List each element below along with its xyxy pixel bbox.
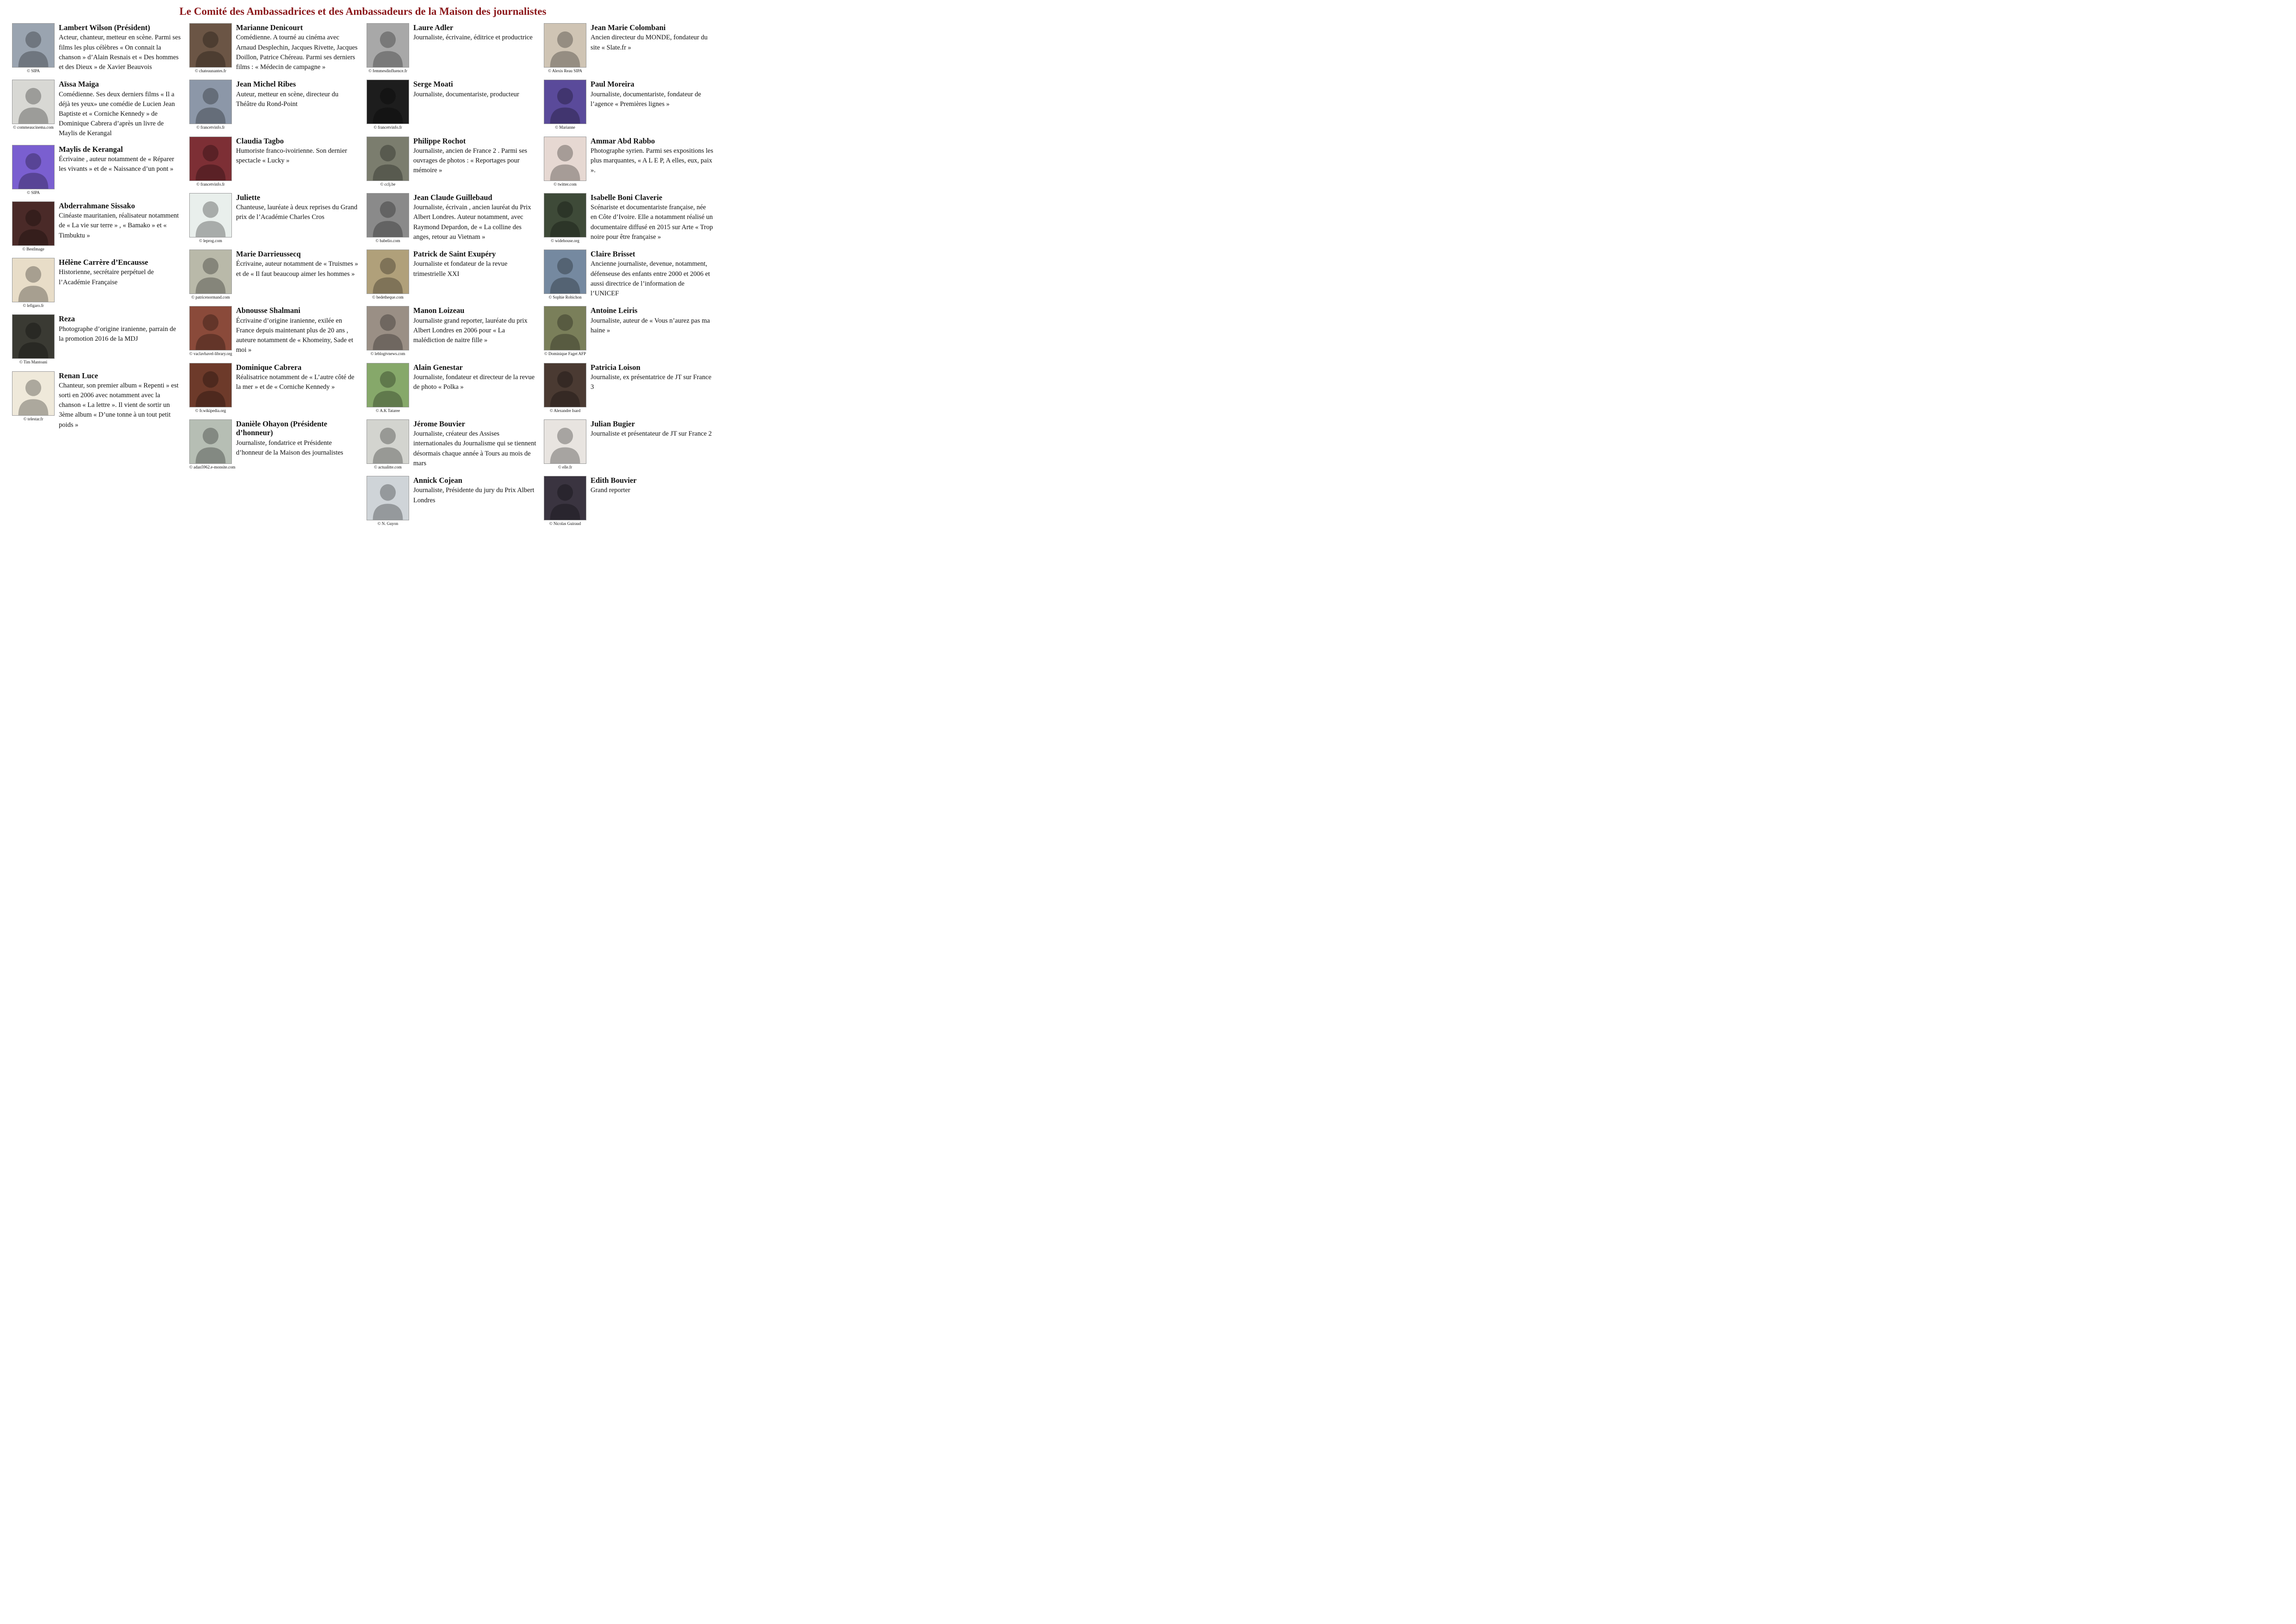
photo-credit: © commeaucinema.com — [13, 125, 54, 130]
person-entry — [367, 476, 536, 526]
photo-credit: © SIPA — [27, 190, 40, 195]
person-entry — [189, 419, 359, 470]
person-entry — [12, 23, 182, 74]
text-column — [413, 363, 536, 413]
person-silhouette-icon — [544, 306, 586, 350]
photo-credit: © lefigaro.fr — [23, 303, 44, 308]
portrait-photo — [12, 201, 55, 246]
photo-column — [12, 80, 55, 138]
photo-credit: © N. Guyon — [377, 521, 398, 526]
column-2 — [189, 23, 359, 532]
photo-credit: © BestImage — [22, 246, 44, 251]
portrait-photo — [544, 137, 586, 181]
person-entry — [367, 250, 536, 300]
photo-column — [12, 201, 55, 252]
person-name: Philippe Rochot — [413, 136, 466, 145]
person-entry — [189, 306, 359, 356]
person-silhouette-icon — [367, 194, 409, 237]
person-description: Écrivaine , auteur notamment de « Réparer les vivants » et de « Naissance d’un pont » — [59, 155, 174, 173]
photo-column — [189, 193, 232, 244]
person-entry — [12, 258, 182, 308]
person-silhouette-icon — [190, 420, 231, 463]
person-description: Journaliste, Présidente du jury du Prix Albert Londres — [413, 487, 535, 504]
person-description: Chanteuse, lauréate à deux reprises du Grand prix de l’Académie Charles Cros — [236, 204, 358, 221]
portrait-photo — [12, 145, 55, 189]
text-column — [591, 419, 714, 470]
person-silhouette-icon — [190, 24, 231, 67]
text-column — [59, 80, 182, 138]
person-name: Claudia Tagbo — [236, 136, 284, 145]
person-name: Juliette — [236, 193, 261, 202]
photo-column — [544, 363, 586, 413]
person-silhouette-icon — [367, 420, 409, 463]
photo-credit: © A.K Tataree — [375, 408, 400, 413]
person-silhouette-icon — [190, 363, 231, 407]
photo-credit: © cclj.be — [380, 181, 396, 187]
person-description: Humoriste franco-ivoirienne. Son dernier spectacle « Lucky » — [236, 147, 347, 165]
portrait-photo — [12, 23, 55, 68]
portrait-photo — [544, 193, 586, 237]
text-column — [59, 201, 182, 252]
portrait-photo — [12, 371, 55, 416]
portrait-photo — [189, 250, 232, 294]
person-description: Photographe syrien. Parmi ses expositions les plus marquantes, « A L E P, A elles, eux, paix ». — [591, 147, 714, 175]
photo-credit: © elle.fr — [558, 464, 572, 469]
photo-column — [367, 137, 409, 187]
portrait-photo — [189, 80, 232, 124]
person-name: Danièle Ohayon (Présidente d’honneur) — [236, 419, 328, 437]
person-description: Journaliste et présentateur de JT sur France 2 — [591, 430, 712, 438]
person-description: Historienne, secrétaire perpétuel de l’Académie Française — [59, 269, 154, 286]
portrait-photo — [544, 476, 586, 520]
person-entry — [189, 80, 359, 130]
person-name: Lambert Wilson (Président) — [59, 23, 150, 32]
photo-column — [544, 80, 586, 130]
columns-container — [0, 21, 726, 541]
person-entry — [367, 363, 536, 413]
photo-credit: © Tim Mantoani — [19, 360, 48, 365]
photo-credit: © widehouse.org — [551, 238, 579, 243]
person-description: Réalisatrice notamment de « L’autre côté de la mer » et de « Corniche Kennedy » — [236, 373, 355, 391]
text-column — [236, 419, 359, 470]
photo-credit: © Sophie Robichon — [548, 295, 582, 300]
portrait-photo — [189, 137, 232, 181]
person-entry — [367, 137, 536, 187]
photo-column — [189, 250, 232, 300]
text-column — [236, 137, 359, 187]
person-silhouette-icon — [12, 315, 54, 358]
person-entry — [189, 193, 359, 244]
person-name: Maylis de Kerangal — [59, 144, 123, 154]
person-silhouette-icon — [190, 306, 231, 350]
photo-column — [367, 306, 409, 356]
person-description: Écrivaine, auteur notamment de « Truismes » et de « Il faut beaucoup aimer les hommes » — [236, 260, 358, 278]
person-name: Aïssa Maiga — [59, 80, 99, 89]
person-silhouette-icon — [367, 250, 409, 294]
photo-column — [544, 193, 586, 244]
text-column — [591, 363, 714, 413]
person-name: Abnousse Shalmani — [236, 306, 300, 315]
portrait-photo — [544, 250, 586, 294]
person-description: Journaliste, auteur de « Vous n’aurez pas ma haine » — [591, 317, 710, 334]
page-title: Le Comité des Ambassadrices et des Ambassadeurs de la Maison des journalistes — [179, 6, 547, 17]
photo-credit: © twitter.com — [554, 181, 577, 187]
person-name: Antoine Leiris — [591, 306, 638, 315]
text-column — [413, 23, 536, 74]
photo-column — [12, 23, 55, 74]
person-description: Acteur, chanteur, metteur en scène. Parmi ses films les plus célèbres « On connait la chanson » d’Alain Resnais et « Des hommes et des Dieux » de Xavier Beauvois — [59, 34, 181, 71]
person-silhouette-icon — [190, 194, 231, 237]
column-4 — [544, 23, 714, 532]
person-entry — [367, 80, 536, 130]
person-name: Patricia Loison — [591, 362, 641, 372]
text-column — [591, 80, 714, 130]
text-column — [236, 250, 359, 300]
portrait-photo — [544, 80, 586, 124]
person-name: Manon Loizeau — [413, 306, 465, 315]
person-name: Jean Michel Ribes — [236, 80, 296, 89]
person-name: Renan Luce — [59, 371, 98, 380]
text-column — [59, 23, 182, 74]
photo-column — [12, 371, 55, 430]
person-entry — [544, 363, 714, 413]
person-name: Reza — [59, 314, 75, 324]
person-name: Paul Moreira — [591, 80, 635, 89]
person-entry — [189, 363, 359, 413]
photo-column — [189, 80, 232, 130]
person-name: Julian Bugier — [591, 419, 635, 428]
person-silhouette-icon — [544, 363, 586, 407]
photo-credit: © vaclavhavel-library.org — [189, 351, 232, 356]
photo-credit: © SIPA — [27, 69, 40, 73]
person-silhouette-icon — [544, 24, 586, 67]
person-entry — [544, 476, 714, 526]
person-description: Journaliste, fondatrice et Présidente d’honneur de la Maison des journalistes — [236, 439, 343, 456]
text-column — [413, 250, 536, 300]
text-column — [591, 137, 714, 187]
text-column — [236, 23, 359, 74]
photo-credit: © bedetheque.com — [372, 295, 404, 300]
person-silhouette-icon — [367, 476, 409, 520]
person-silhouette-icon — [544, 194, 586, 237]
person-description: Chanteur, son premier album « Repenti » est sorti en 2006 avec notamment avec la chanson « La lettre ». Il vient de sortir un 3ème album « D’une tonne à un tout petit poids » — [59, 381, 179, 429]
person-description: Comédienne. Ses deux derniers films « Il a déjà tes yeux» une comédie de Lucien Jean Baptiste et « Corniche Kennedy » de Dominique Cabrera d’après un livre de Maylis de Kerangal — [59, 90, 175, 137]
text-column — [236, 80, 359, 130]
portrait-photo — [544, 306, 586, 350]
photo-column — [189, 23, 232, 74]
person-name: Jean Claude Guillebaud — [413, 193, 492, 202]
person-silhouette-icon — [12, 258, 54, 302]
photo-column — [367, 193, 409, 244]
person-silhouette-icon — [544, 476, 586, 520]
photo-credit: © Dominique Faget AFP — [544, 351, 586, 356]
person-name: Isabelle Boni Claverie — [591, 193, 662, 202]
person-entry — [189, 137, 359, 187]
person-silhouette-icon — [12, 80, 54, 124]
text-column — [413, 306, 536, 356]
photo-column — [189, 306, 232, 356]
person-description: Journaliste, documentariste, fondateur de l’agence « Premières lignes » — [591, 90, 701, 108]
person-name: Marie Darrieussecq — [236, 250, 301, 258]
photo-credit: © Alexandre Isard — [549, 408, 581, 413]
photo-credit: © actualitte.com — [374, 464, 402, 469]
photo-column — [367, 80, 409, 130]
person-entry — [544, 193, 714, 244]
person-silhouette-icon — [367, 137, 409, 181]
person-entry — [544, 250, 714, 300]
photo-credit: © francetvinfo.fr — [373, 125, 402, 130]
person-description: Cinéaste mauritanien, réalisateur notamment de « La vie sur terre » , « Bamako » et « Timbuktu » — [59, 212, 179, 239]
person-entry — [12, 201, 182, 252]
person-description: Journaliste, fondateur et directeur de la revue de photo « Polka » — [413, 373, 535, 391]
photo-credit: © francetvinfo.fr — [196, 125, 225, 130]
person-name: Serge Moati — [413, 80, 453, 89]
page — [0, 0, 726, 541]
photo-column — [544, 476, 586, 526]
person-silhouette-icon — [544, 420, 586, 463]
text-column — [236, 193, 359, 244]
photo-column — [189, 137, 232, 187]
text-column — [413, 419, 536, 470]
person-silhouette-icon — [12, 372, 54, 415]
person-name: Jérome Bouvier — [413, 419, 465, 428]
person-silhouette-icon — [190, 137, 231, 181]
person-silhouette-icon — [367, 363, 409, 407]
text-column — [59, 314, 182, 365]
person-description: Scénariste et documentariste française, née en Côte d’Ivoire. Elle a notamment réalisé un documentaire diffusé en 2015 sur Arte « Trop noire pour être française » — [591, 204, 713, 241]
person-description: Photographe d’origine iranienne, parrain de la promotion 2016 de la MDJ — [59, 325, 176, 343]
person-name: Ammar Abd Rabbo — [591, 136, 655, 145]
person-description: Journaliste, écrivain , ancien lauréat du Prix Albert Londres. Auteur notamment, avec Raymond Depardon, de « La colline des anges, retour au Vietnam » — [413, 204, 531, 241]
portrait-photo — [367, 306, 409, 350]
photo-credit: © adan5962.e-monsite.com — [189, 464, 236, 469]
portrait-photo — [12, 314, 55, 359]
photo-credit: © babelio.com — [375, 238, 400, 243]
text-column — [413, 80, 536, 130]
text-column — [413, 193, 536, 244]
person-silhouette-icon — [367, 24, 409, 67]
photo-credit: © femmesdinfluence.fr — [368, 69, 407, 73]
person-silhouette-icon — [544, 250, 586, 294]
person-entry — [367, 419, 536, 470]
portrait-photo — [189, 419, 232, 464]
text-column — [591, 250, 714, 300]
person-description: Journaliste, écrivaine, éditrice et productrice — [413, 34, 533, 42]
person-name: Edith Bouvier — [591, 476, 637, 485]
person-silhouette-icon — [12, 145, 54, 189]
person-description: Journaliste, créateur des Assises internationales du Journalisme qui se tiennent désormais chaque année à Tours au mois de mars — [413, 430, 536, 467]
person-entry — [189, 250, 359, 300]
person-entry — [12, 371, 182, 430]
text-column — [59, 371, 182, 430]
portrait-photo — [367, 363, 409, 407]
photo-credit: © francetvinfo.fr — [196, 181, 225, 187]
person-entry — [544, 137, 714, 187]
photo-column — [544, 306, 586, 356]
photo-credit: © chateaunantes.fr — [195, 69, 226, 73]
text-column — [591, 193, 714, 244]
text-column — [59, 145, 182, 195]
photo-column — [189, 363, 232, 413]
portrait-photo — [189, 363, 232, 407]
person-name: Claire Brisset — [591, 250, 635, 258]
portrait-photo — [12, 80, 55, 124]
text-column — [591, 476, 714, 526]
portrait-photo — [367, 476, 409, 520]
photo-column — [544, 137, 586, 187]
person-name: Jean Marie Colombani — [591, 23, 666, 32]
person-description: Comédienne. A tourné au cinéma avec Arnaud Desplechin, Jacques Rivette, Jacques Doillon, Patrice Chéreau. Parmi ses derniers films : « Médecin de campagne » — [236, 34, 358, 71]
person-silhouette-icon — [367, 306, 409, 350]
person-silhouette-icon — [12, 202, 54, 245]
person-entry — [544, 80, 714, 130]
person-name: Alain Genestar — [413, 362, 463, 372]
person-description: Ancienne journaliste, devenue, notamment, défenseuse des enfants entre 2000 et 2006 et aussi directrice de l’information de l’UNICEF — [591, 260, 710, 297]
person-name: Laure Adler — [413, 23, 454, 32]
person-description: Journaliste, ex présentatrice de JT sur France 3 — [591, 373, 712, 391]
person-entry — [12, 80, 182, 138]
photo-column — [367, 23, 409, 74]
person-entry — [544, 419, 714, 470]
person-description: Journaliste grand reporter, lauréate du prix Albert Londres en 2006 pour « La malédiction de naitre fille » — [413, 317, 528, 344]
text-column — [413, 476, 536, 526]
person-description: Journaliste et fondateur de la revue trimestrielle XXI — [413, 260, 508, 278]
person-silhouette-icon — [544, 137, 586, 181]
person-silhouette-icon — [367, 80, 409, 124]
portrait-photo — [367, 137, 409, 181]
person-entry — [544, 23, 714, 74]
text-column — [413, 137, 536, 187]
portrait-photo — [544, 419, 586, 464]
person-description: Grand reporter — [591, 487, 630, 494]
portrait-photo — [189, 306, 232, 350]
photo-credit: © patricenormand.com — [191, 295, 230, 300]
photo-column — [544, 250, 586, 300]
person-entry — [367, 193, 536, 244]
person-name: Annick Cojean — [413, 476, 462, 485]
photo-column — [367, 363, 409, 413]
text-column — [591, 23, 714, 74]
photo-column — [12, 314, 55, 365]
person-silhouette-icon — [190, 80, 231, 124]
column-3 — [367, 23, 536, 532]
photo-column — [367, 476, 409, 526]
text-column — [236, 306, 359, 356]
photo-column — [189, 419, 236, 470]
person-description: Journaliste, documentariste, producteur — [413, 90, 519, 98]
text-column — [236, 363, 359, 413]
photo-column — [12, 258, 55, 308]
photo-credit: © Nicolas Guiraud — [549, 521, 581, 526]
portrait-photo — [367, 193, 409, 237]
portrait-photo — [12, 258, 55, 302]
portrait-photo — [367, 23, 409, 68]
person-description: Auteur, metteur en scène, directeur du Théâtre du Rond-Point — [236, 90, 339, 108]
person-entry — [367, 23, 536, 74]
person-entry — [544, 306, 714, 356]
photo-credit: © Alexis Reau SIPA — [548, 69, 582, 73]
photo-column — [367, 419, 409, 470]
portrait-photo — [544, 363, 586, 407]
photo-credit: © leblogtvnews.com — [370, 351, 405, 356]
person-name: Dominique Cabrera — [236, 362, 302, 372]
person-entry — [12, 314, 182, 365]
portrait-photo — [367, 80, 409, 124]
portrait-photo — [189, 193, 232, 237]
person-name: Hélène Carrère d’Encausse — [59, 258, 149, 267]
portrait-photo — [367, 419, 409, 464]
text-column — [59, 258, 182, 308]
person-entry — [12, 145, 182, 195]
photo-column — [12, 145, 55, 195]
person-entry — [189, 23, 359, 74]
person-description: Écrivaine d’origine iranienne, exilée en France depuis maintenant plus de 20 ans , auteure notamment de « Khomeiny, Sade et moi » — [236, 317, 354, 354]
photo-credit: © fr.wikipedia.org — [195, 408, 226, 413]
person-name: Patrick de Saint Exupéry — [413, 250, 496, 258]
person-description: Journaliste, ancien de France 2 . Parmi ses ouvrages de photos : « Reportages pour mémoire » — [413, 147, 528, 175]
person-entry — [367, 306, 536, 356]
person-name: Abderrahmane Sissako — [59, 201, 135, 210]
portrait-photo — [544, 23, 586, 68]
person-name: Marianne Denicourt — [236, 23, 303, 32]
photo-column — [544, 23, 586, 74]
photo-credit: © Marianne — [555, 125, 575, 130]
portrait-photo — [367, 250, 409, 294]
text-column — [591, 306, 714, 356]
photo-column — [544, 419, 586, 470]
person-silhouette-icon — [190, 250, 231, 294]
person-description: Ancien directeur du MONDE, fondateur du site « Slate.fr » — [591, 34, 708, 51]
portrait-photo — [189, 23, 232, 68]
photo-credit: © telestar.fr — [23, 416, 44, 421]
photo-column — [367, 250, 409, 300]
column-1 — [12, 23, 182, 532]
person-silhouette-icon — [544, 80, 586, 124]
person-silhouette-icon — [12, 24, 54, 67]
photo-credit: © leprog.com — [199, 238, 222, 243]
